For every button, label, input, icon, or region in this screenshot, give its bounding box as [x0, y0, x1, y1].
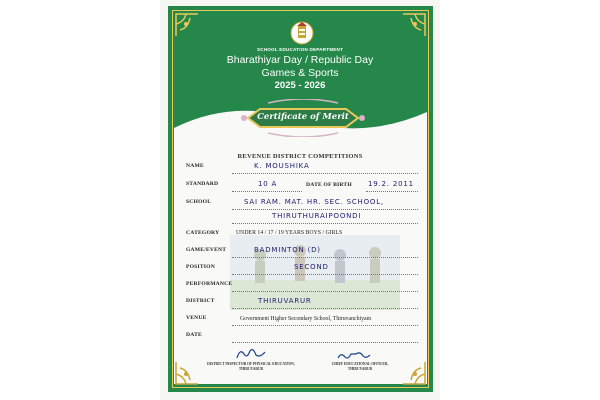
school-name-line2: THIRUTHURAIPOONDI: [272, 212, 362, 220]
standard-value: 10 A: [258, 180, 278, 188]
right-signature-image: [336, 348, 372, 362]
corner-ornament-top-left-icon: [174, 12, 200, 38]
dob-label: DATE OF BIRTH: [306, 182, 352, 188]
venue-line: [232, 325, 418, 326]
right-signature-title: CHIEF EDUCATIONAL OFFICER,: [331, 362, 389, 366]
performance-line: [232, 291, 418, 292]
category-label: CATEGORY: [186, 230, 220, 236]
academic-year: 2025 - 2026: [274, 80, 326, 91]
certificate-of-merit-label: Certificate of Merit: [257, 112, 349, 122]
category-options: UNDER 14 / 17 / 19 YEARS BOYS / GIRLS: [236, 230, 343, 236]
standard-line: [232, 191, 302, 192]
district-line: [232, 308, 418, 309]
performance-label: PERFORMANCE: [186, 281, 233, 287]
right-signature-place: THIRUVARUR: [347, 367, 373, 371]
left-signature-title: DISTRICT INSPECTOR OF PHYSICAL EDUCATION,: [207, 362, 295, 366]
school-line-2: [232, 223, 418, 224]
game-event-label: GAME/EVENT: [186, 247, 227, 253]
date-line: [232, 342, 418, 343]
position-label: POSITION: [186, 264, 215, 270]
dob-line: [366, 191, 418, 192]
venue-value: Government Higher Secondary School, Thiruvanchiyam: [240, 316, 372, 322]
competition-level: REVENUE DISTRICT COMPETITIONS: [237, 153, 363, 160]
game-event-value: BADMINTON (D): [254, 246, 321, 254]
tamil-nadu-emblem-icon: [290, 20, 314, 46]
name-line: [232, 173, 418, 174]
district-value: THIRUVARUR: [258, 297, 312, 305]
certificate-title-line2: Games & Sports: [261, 67, 339, 79]
student-name: K. MOUSHIKA: [254, 162, 310, 170]
name-label: NAME: [186, 163, 204, 169]
corner-ornament-top-right-icon: [401, 12, 427, 38]
standard-label: STANDARD: [186, 181, 219, 187]
left-signature-caption: [196, 362, 306, 372]
left-signature-place: THIRUVARUR: [238, 367, 264, 371]
school-label: SCHOOL: [186, 199, 212, 205]
school-line-1: [232, 209, 418, 210]
right-signature-caption: [310, 362, 410, 372]
position-line: [232, 274, 418, 275]
department-name: SCHOOL EDUCATION DEPARTMENT: [256, 47, 344, 52]
certificate-title-line1: Bharathiyar Day / Republic Day: [226, 54, 374, 66]
left-signature-image: [234, 346, 268, 360]
dob-value: 19.2. 2011: [368, 180, 414, 188]
date-label: DATE: [186, 332, 202, 338]
district-label: DISTRICT: [186, 298, 215, 304]
venue-label: VENUE: [186, 315, 207, 321]
game-line: [232, 257, 418, 258]
position-value: SECOND: [294, 263, 329, 271]
school-name-line1: SAI RAM. MAT. HR. SEC. SCHOOL,: [244, 198, 384, 206]
